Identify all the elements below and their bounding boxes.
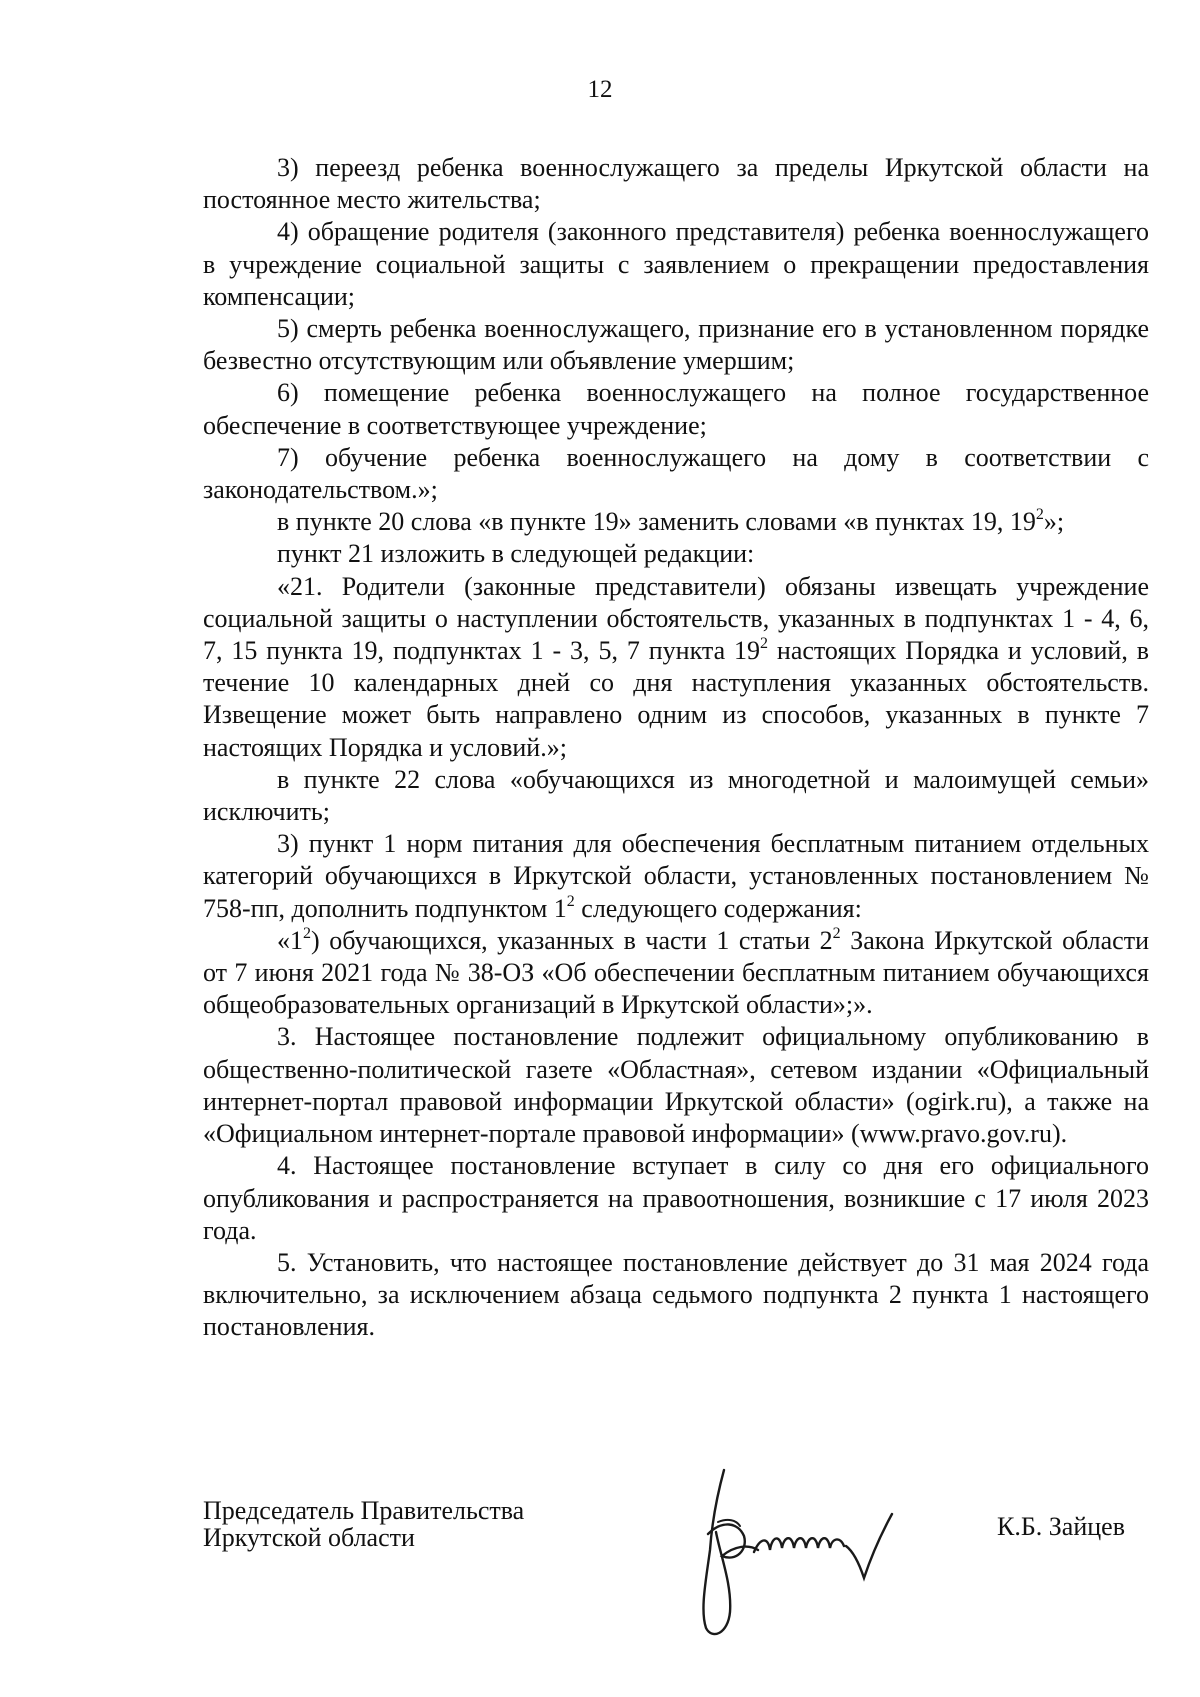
signatory-title-line: Председатель Правительства bbox=[203, 1496, 525, 1525]
page-number: 12 bbox=[587, 76, 613, 103]
superscript: 2 bbox=[1035, 506, 1044, 524]
superscript: 2 bbox=[832, 924, 841, 942]
paragraph: «$1^2$) обучающихся, указанных в части 1 статьи $2^2$ Закона Иркутской области от 7 июня 2021 года № 38-ОЗ «Об обеспечении бесплатным питанием обучающихся общеобразовательных организаций в Иркутской области»;». bbox=[203, 924, 1149, 1020]
paragraph: в пункте 20 слова «в пункте 19» заменить словами «в пунктах 19, $19^2$»; bbox=[277, 506, 1065, 537]
signatory-title-line: Иркутской области bbox=[203, 1523, 415, 1552]
paragraph: пункт 21 изложить в следующей редакции: bbox=[277, 539, 755, 569]
handwritten-signature bbox=[688, 1462, 968, 1642]
paragraph: 3) переезд ребенка военнослужащего за пределы Иркутской области на постоянное место жительства; bbox=[203, 153, 1149, 215]
paragraph: в пункте 22 слова «обучающихся из многодетной и малоимущей семьи» исключить; bbox=[203, 764, 1149, 827]
paragraph: «21. Родители (законные представители) обязаны извещать учреждение социальной защиты о наступлении обстоятельств, указанных в подпунктах 1 - 4, 6, 7, 15 пункта 19, подпунктах 1 - 3, 5, 7 пункта $19^2$ настоящих Порядка и условий, в течение 10 календарных дней со дня наступления указанных обстоятельств. Извещение может быть направлено одним из способов, указанных в пункте 7 настоящих Порядка и условий.»; bbox=[203, 571, 1150, 762]
signatory-title bbox=[203, 1497, 524, 1551]
paragraph: 6) помещение ребенка военнослужащего на полное государственное обеспечение в соответствующее учреждение; bbox=[203, 378, 1149, 440]
paragraph: 7) обучение ребенка военнослужащего на дому в соответствии с законодательством.»; bbox=[203, 442, 1149, 505]
document-body bbox=[203, 152, 1149, 1344]
paragraph: 3) пункт 1 норм питания для обеспечения бесплатным питанием отдельных категорий обучающихся в Иркутской области, установленных постановлением № 758-пп, дополнить подпунктом $1^2$ следующего содержания: bbox=[203, 829, 1149, 923]
paragraph: 5. Установить, что настоящее постановление действует до 31 мая 2024 года включительно, за исключением абзаца седьмого подпункта 2 пункта 1 настоящего постановления. bbox=[203, 1247, 1149, 1342]
signatory-name: К.Б. Зайцев bbox=[997, 1512, 1125, 1541]
superscript: 2 bbox=[566, 892, 575, 910]
superscript: 2 bbox=[760, 635, 769, 653]
superscript: 2 bbox=[303, 924, 311, 942]
paragraph: 5) смерть ребенка военнослужащего, признание его в установленном порядке безвестно отсутствующим или объявление умершим; bbox=[203, 314, 1149, 376]
paragraph: 4) обращение родителя (законного представителя) ребенка военнослужащего в учреждение социальной защиты с заявлением о прекращении предоставления компенсации; bbox=[203, 217, 1149, 311]
paragraph: 4. Настоящее постановление вступает в силу со дня его официального опубликования и распространяется на правоотношения, возникшие с 17 июля 2023 года. bbox=[203, 1151, 1149, 1245]
paragraph: 3. Настоящее постановление подлежит официальному опубликованию в общественно-политической газете «Областная», сетевом издании «Официальный интернет-портал правовой информации Иркутской области» (ogirk.ru), а также на «Официальном интернет-портале правовой информации» (www.pravo.gov.ru). bbox=[203, 1022, 1149, 1149]
